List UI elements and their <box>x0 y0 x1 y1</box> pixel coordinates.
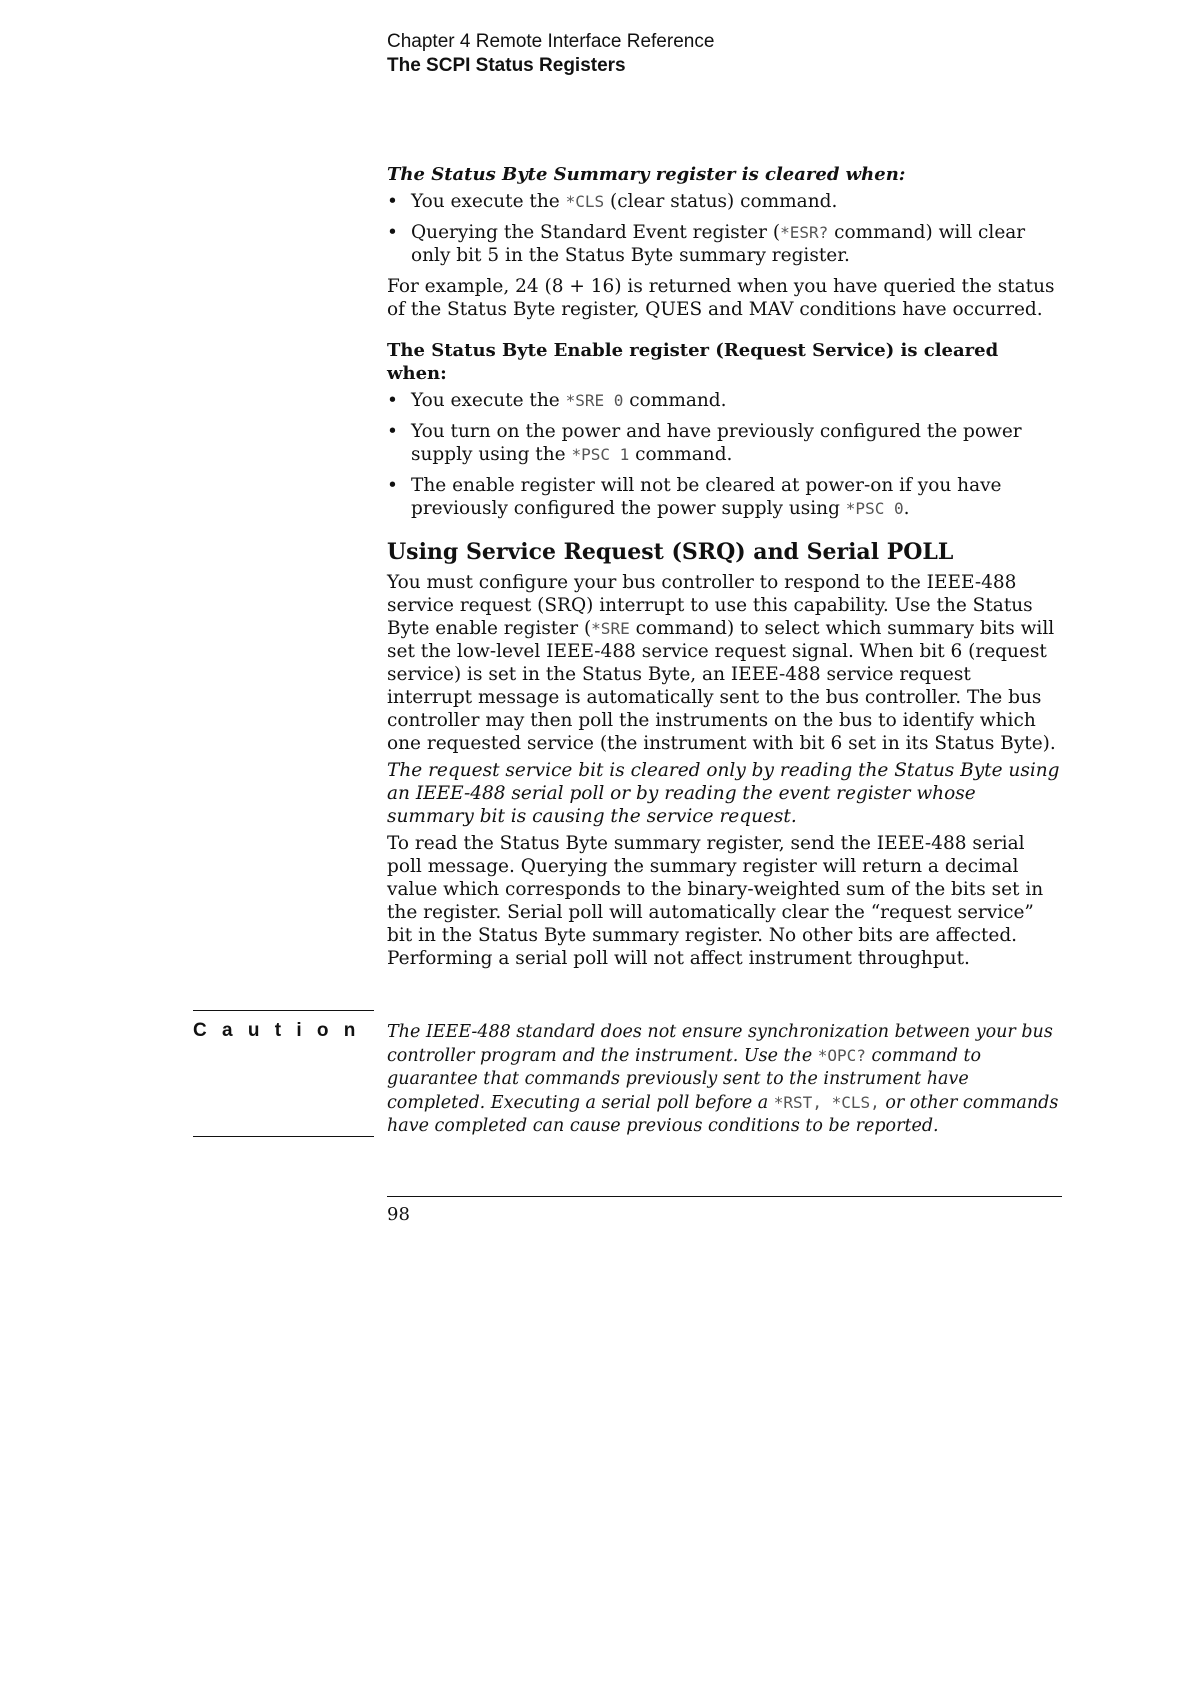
list-item: • You turn on the power and have previously configured the power supply using the *PSC 1 command. <box>387 421 1022 465</box>
bullet-icon: • <box>387 191 398 212</box>
command-code: *SRE <box>591 619 630 638</box>
footer-divider <box>387 1196 1062 1197</box>
caution-text: The IEEE-488 standard does not ensure synchronization between your bus controller program and the instrument. Use the *OPC? command to guarantee that commands previously sent to the instrument have completed. Executing a serial poll before a *RST, *CLS, or other commands have completed can cause previous conditions to be reported. <box>387 1022 1059 1136</box>
summary-cleared-list <box>387 190 1061 267</box>
command-code: *ESR? <box>780 223 829 242</box>
command-code: *PSC 0 <box>845 499 904 518</box>
caution-divider-bottom <box>193 1136 374 1137</box>
list-item: • You execute the *CLS (clear status) command. <box>387 191 838 212</box>
command-code: *PSC 1 <box>571 445 630 464</box>
bullet-icon: • <box>387 421 398 442</box>
example-paragraph: For example, 24 (8 + 16) is returned when you have queried the status of the Status Byte register, QUES and MAV conditions have occurred. <box>387 276 1055 320</box>
srq-note: The request service bit is cleared only by reading the Status Byte using an IEEE-488 serial poll or by reading the event register whose summary bit is causing the service request. <box>387 760 1060 827</box>
bullet-icon: • <box>387 390 398 411</box>
main-content <box>387 163 1061 970</box>
command-code: *OPC? <box>817 1046 866 1065</box>
page-number: 98 <box>387 1204 410 1225</box>
bullet-icon: • <box>387 475 398 496</box>
serial-poll-paragraph: To read the Status Byte summary register, send the IEEE-488 serial poll message. Querying the summary register will return a decimal value which corresponds to the binary-weighted sum of the bits set in the register. Serial poll will automatically clear the “request service” bit in the Status Byte summary register. No other bits are affected. Performing a serial poll will not affect instrument throughput. <box>387 833 1044 969</box>
section-title: The SCPI Status Registers <box>387 55 626 76</box>
caution-divider-top <box>193 1010 374 1011</box>
summary-cleared-lead: The Status Byte Summary register is cleared when: <box>387 164 906 185</box>
caution-label: C a u t i o n <box>193 1020 361 1041</box>
srq-paragraph: You must configure your bus controller to respond to the IEEE-488 service request (SRQ) interrupt to use this capability. Use the Status Byte enable register (*SRE command) to select which summary bits will set the low-level IEEE-488 service request signal. When bit 6 (request service) is set in the Status Byte, an IEEE-488 service request interrupt message is automatically sent to the bus controller. The bus controller may then poll the instruments on the bus to identify which one requested service (the instrument with bit 6 set in its Status Byte). <box>387 572 1056 754</box>
chapter-title: Chapter 4 Remote Interface Reference <box>387 31 715 52</box>
list-item: • Querying the Standard Event register (*ESR? command) will clear only bit 5 in the Status Byte summary register. <box>387 222 1026 266</box>
enable-cleared-lead: The Status Byte Enable register (Request Service) is cleared when: <box>387 340 999 384</box>
bullet-icon: • <box>387 222 398 243</box>
list-item: • The enable register will not be cleared at power-on if you have previously configured the power supply using *PSC 0. <box>387 475 1002 519</box>
command-code: *SRE 0 <box>565 391 624 410</box>
command-code: *RST, *CLS, <box>773 1093 880 1112</box>
srq-heading: Using Service Request (SRQ) and Serial POLL <box>387 539 954 565</box>
list-item: • You execute the *SRE 0 command. <box>387 390 727 411</box>
running-header <box>387 30 714 78</box>
enable-cleared-list <box>387 389 1061 520</box>
command-code: *CLS <box>565 192 605 211</box>
